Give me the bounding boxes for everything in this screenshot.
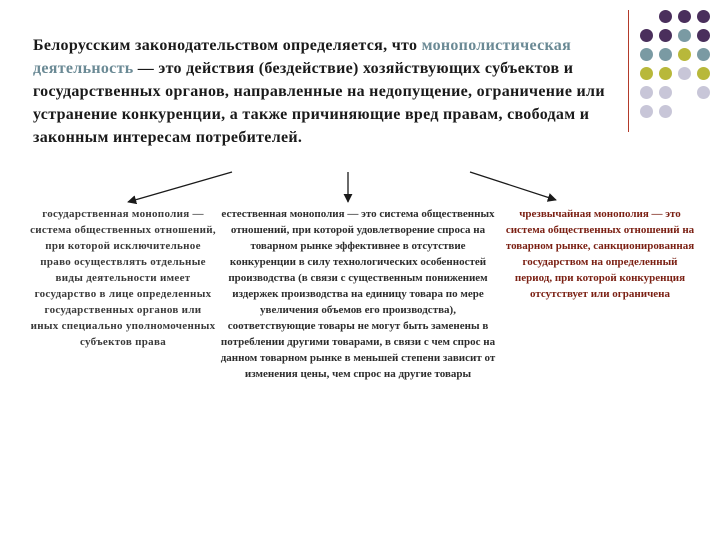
- state-monopoly-definition: государственная монополия — система общественных отношений, при которой исключительное право осуществлять отдельные виды деятельности имеет государство в лице определенных государственных органов или иных специально уполномоченных субъектов права: [30, 208, 216, 348]
- emergency-monopoly-definition: чрезвычайная монополия — это система общественных отношений на товарном рынке, санкционированная государством на определенный период, при которой конкуренция отсутствует или ограничена: [505, 208, 695, 300]
- definition-text-start: Белорусским законодательством определяется, что: [33, 37, 422, 54]
- natural-monopoly-definition: естественная монополия — это система общественных отношений, при которой удовлетворение спроса на товарном рынке эффективнее в отсутствие конкуренции в силу технологических особенностей производства (в связи с существенным понижением издержек производства на единицу товара по мере увеличения объемов его производства), соответствующие товары не могут быть заменены в потреблении другими товарами, в связи с чем спрос на данном товарном рынке в меньшей степени зависит от изменения цены, чем спрос на другие товары: [220, 208, 496, 380]
- definition-text-end: — это действия (бездействие) хозяйствующих субъектов и государственных органов, направленные на недопущение, ограничение или устранение конкуренции, а также причиняющие вред правам, свободам и законным интересам потребителей.: [33, 60, 605, 146]
- arrow-left: [128, 172, 232, 202]
- definition-term: монополистическая деятельность: [33, 37, 572, 77]
- arrow-right: [470, 172, 556, 200]
